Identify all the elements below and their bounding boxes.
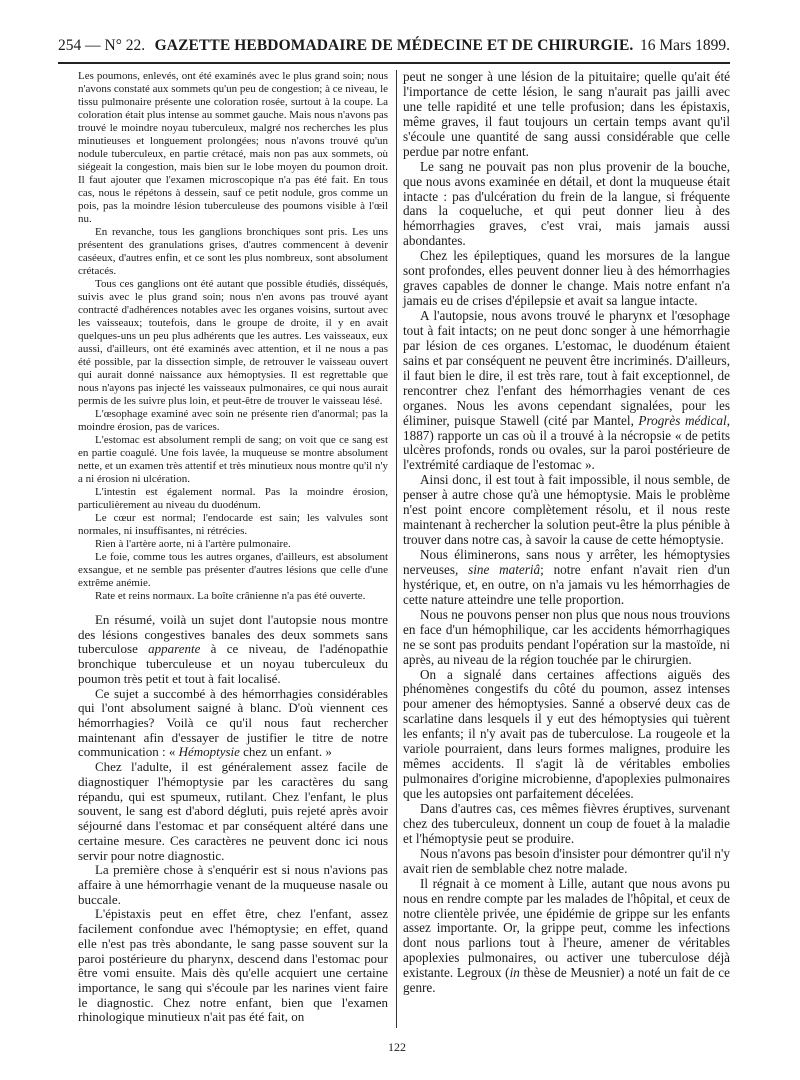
autopsy-liver-paragraph: Le foie, comme tous les autres organes, d'ailleurs, est absolument exsangue, et ne semble pas présenter d'autres lésions que celle d'une extrême anémie.: [78, 551, 388, 589]
autopsy-ganglia-paragraph: En revanche, tous les ganglions bronchiques sont pris. Les uns présentent des granulations grises, d'autres commencent à devenir caséeux, d'autres enfin, et ce sont les plus nombreux, sont absolument crétacés.: [78, 226, 388, 277]
haemorrhage-paragraph: Ce sujet a succombé à des hémorrhagies considérables qui l'ont absolument saigné à blanc. D'où viennent ces hémorrhagies? Voilà ce qu'il nous faut rechercher maintenant afin d'essayer de justifier le titre de notre communication : « Hémoptysie chez un enfant. »: [78, 685, 388, 760]
page-number: 254 — N° 22.: [58, 37, 146, 54]
issue-date: 16 Mars 1899.: [640, 37, 730, 54]
right-column: [403, 70, 730, 996]
autopsy-spleen-paragraph: Rate et reins normaux. La boîte crânienne n'a pas été ouverte.: [95, 590, 366, 602]
header-rule: [58, 62, 730, 64]
epileptics-paragraph: Chez les épileptiques, quand les morsures de la langue sont profondes, elles peuvent donner lieu à des hémorrhagies graves capables de donner le change. Mais notre enfant n'a jamais eu de crises d'épilepsie et avait sa langue intacte.: [403, 248, 730, 309]
left-column: [78, 70, 388, 1025]
acute-affections-paragraph: On a signalé dans certaines affections aiguës des phénomènes congestifs du côté du poumon, assez intenses pour amener des hémoptysies. Sanné a observé deux cas de scarlatine dans lesquels il y eut des hémoptysies qui tuèrent les enfants; il n'y avait pas de tuberculose. La rougeole et la variole pourraient, dans leurs formes malignes, produire les mêmes accidents. Il s'agit là de véritables embolies pulmonaires d'origine microbienne, d'apoplexies pulmonaires que les autopsies ont parfaitement décelées.: [403, 666, 730, 801]
nervous-haemoptysis-paragraph: Nous éliminerons, sans nous y arrêter, les hémoptysies nerveuses, sine materiâ; notre enfant n'avait rien d'un hystérique, et, en outre, on n'a jamais vu les hémorrhagies de cette nature atteindre une telle proportion.: [403, 547, 730, 607]
mouth-paragraph: Le sang ne pouvait pas non plus provenir de la bouche, que nous avons examinée en détail, et dont la muqueuse était intacte : pas d'ulcération du frein de la langue, si fréquente dans la coqueluche, et qui peut donner lieu à des hémorrhagies graves, c'est vrai, mais jamais aussi abondantes.: [403, 158, 730, 249]
folio-number: 122: [388, 1040, 406, 1054]
eruptive-fevers-paragraph: Dans d'autres cas, ces mêmes fièvres éruptives, survenant chez des tuberculeux, donnent un coup de fouet à la maladie et l'hémoptysie peut se produire.: [403, 800, 730, 846]
haemoptysis-conclusion-paragraph: Ainsi donc, il est tout à fait impossible, il nous semble, de penser à autre chose qu'à une hémoptysie. Mais le problème n'est point encore complètement résolu, et il nous reste maintenant à rechercher la solution peut-être la plus pénible à trouver dans notre cas, à savoir la cause de cette hémoptysie.: [403, 472, 730, 548]
autopsy-pharynx-paragraph: A l'autopsie, nous avons trouvé le pharynx et l'œsophage tout à fait intacts; on ne peut donc songer à une hémorrhagie par lésion de ces organes. L'estomac, le duodénum étaient sains et par conséquent ne peuvent être incriminés. D'ailleurs, il faut bien le dire, il est très rare, tout à fait exceptionnel, de rencontrer chez l'enfant des hémorrhagies venant de ces organes. Nous les avons cependant signalées, pour les éliminer, puisque Stawell (cité par Mantel, Progrès médical, 1887) rapporte un cas où il a trouvé à la nécropsie « de petits ulcères profonds, ronds ou ovales, sur la paroi postérieure de l'extrémité cardiaque de l'estomac ».: [403, 308, 730, 473]
autopsy-lungs-paragraph: Les poumons, enlevés, ont été examinés avec le plus grand soin; nous n'avons constaté aux sommets qu'un peu de congestion; à ce niveau, le tissu pulmonaire présente une coloration rosée, surtout à la coupe. La coloration était plus intense au sommet gauche. Mais nous n'avons pas trouvé le moindre noyau tuberculeux, malgré nos recherches les plus minutieuses et longuement prolongées; nous n'avons trouvé qu'un nodule tuberculeux, en partie crétacé, mais non pas aux sommets, où siégeait la congestion, mais bien sur le lobe moyen du poumon droit. Il faut ajouter que l'examen microscopique n'a pas été fait. En tous cas, nous le répétons à dessein, sauf ce petit nodule, gros comme un pois, pas la moindre lésion tuberculeuse des poumons visible à l'œil nu.: [78, 70, 388, 225]
autopsy-ganglia-study-paragraph: Tous ces ganglions ont été autant que possible étudiés, disséqués, suivis avec le plus grand soin; nous n'en avons pas trouvé ayant contracté d'adhérences notables avec les organes voisins, surtout avec les vaisseaux; toutefois, dans le groupe de droite, il y en avait quelques-uns un peu plus adhérents que les autres. Les vaisseaux, eux aussi, d'ailleurs, ont été examinés avec attention, et il ne nous a pas été possible, par la dissection simple, de retrouver le vaisseau ouvert qui aurait donné naissance aux hémoptysies. Il est regrettable que nous n'ayons pas injecté les vaisseaux pulmonaires, ce qui nous aurait permis de les suivre plus loin, et peut-être de trouver le vaisseau lésé.: [78, 278, 388, 407]
autopsy-heart-paragraph: Le cœur est normal; l'endocarde est sain; les valvules sont normales, ni insuffisantes, ni rétrécies.: [78, 512, 388, 537]
epistaxis-paragraph: L'épistaxis peut en effet être, chez l'enfant, assez facilement confondue avec l'hémoptysie; en effet, quand elle n'est pas très abondante, le sang passe souvent sur la paroi postérieure du pharynx, descend dans l'estomac pour être vomi ensuite. Mais dès qu'elle acquiert une certaine importance, le sang qui s'écoule par les narines vient faire le diagnostic. Chez notre enfant, bien que l'examen rhinologique minutieux n'ait pas été fait, on: [78, 906, 388, 1025]
adult-diagnosis-paragraph: Chez l'adulte, il est généralement assez facile de diagnostiquer l'hémoptysie par les caractères du sang répandu, qui est spumeux, rutilant. Chez l'enfant, le plus souvent, le sang est d'abord dégluti, puis rejeté après avoir séjourné dans l'estomac et par conséquent altéré dans une certaine mesure. Ces caractères ne peuvent donc ici nous servir pour notre diagnostic.: [78, 759, 388, 863]
summary-paragraph: En résumé, voilà un sujet dont l'autopsie nous montre des lésions congestives banales des deux sommets sans tuberculose apparente à ce niveau, de l'adénopathie bronchique tuberculeuse et un noyau tuberculeux du poumon très petit et tout à fait localisé.: [78, 612, 388, 686]
no-similar-paragraph: Nous n'avons pas besoin d'insister pour démontrer qu'il n'y avait rien de semblable chez notre malade.: [403, 845, 730, 876]
autopsy-oesophagus-paragraph: L'œsophage examiné avec soin ne présente rien d'anormal; pas la moindre érosion, pas de varices.: [78, 408, 388, 433]
haemophilia-paragraph: Nous ne pouvons penser non plus que nous nous trouvions en face d'un hémophilique, car les accidents hémorrhagiques ne se sont pas produits pendant l'opération sur la mastoïde, ni après, au niveau de la région touchée par le chirurgien.: [403, 606, 730, 667]
nasal-origin-paragraph: La première chose à s'enquérir est si nous n'avions pas affaire à une hémorrhagie venant de la muqueuse nasale ou buccale.: [78, 862, 388, 907]
grippe-epidemic-paragraph: Il régnait à ce moment à Lille, autant que nous avons pu nous en rendre compte par les malades de l'hôpital, et ceux de notre clientèle privée, une épidémie de grippe sur les enfants assez importante. Or, la grippe peut, comme les infections dont nous parlions tout à l'heure, amener de véritables apoplexies pulmonaires, ou activer une tuberculose déjà existante. Legroux (in thèse de Meusnier) a noté un fait de ce genre.: [403, 875, 730, 996]
column-divider: [396, 70, 397, 1028]
autopsy-intestine-paragraph: L'intestin est également normal. Pas la moindre érosion, particulièrement au niveau du duodénum.: [78, 486, 388, 511]
autopsy-stomach-paragraph: L'estomac est absolument rempli de sang; on voit que ce sang est en partie coagulé. Une fois lavée, la muqueuse se montre absolument nette, et un examen très attentif et très minutieux nous montre qu'il n'y a ni érosion ni ulcération.: [78, 434, 388, 485]
journal-title: GAZETTE HEBDOMADAIRE DE MÉDECINE ET DE CHIRURGIE.: [154, 37, 634, 54]
autopsy-aorta-paragraph: Rien à l'artère aorte, ni à l'artère pulmonaire.: [95, 538, 291, 550]
page-header: [58, 36, 730, 56]
pituitary-paragraph: peut ne songer à une lésion de la pituitaire; quelle qu'ait été l'importance de cette lésion, le sang n'aurait pas jailli avec une telle rapidité et une telle profusion; dans les épistaxis, même graves, il faut toujours un certain temps avant qu'il s'écoule une quantité de sang aussi considérable que celle perdue par notre enfant.: [403, 69, 730, 159]
